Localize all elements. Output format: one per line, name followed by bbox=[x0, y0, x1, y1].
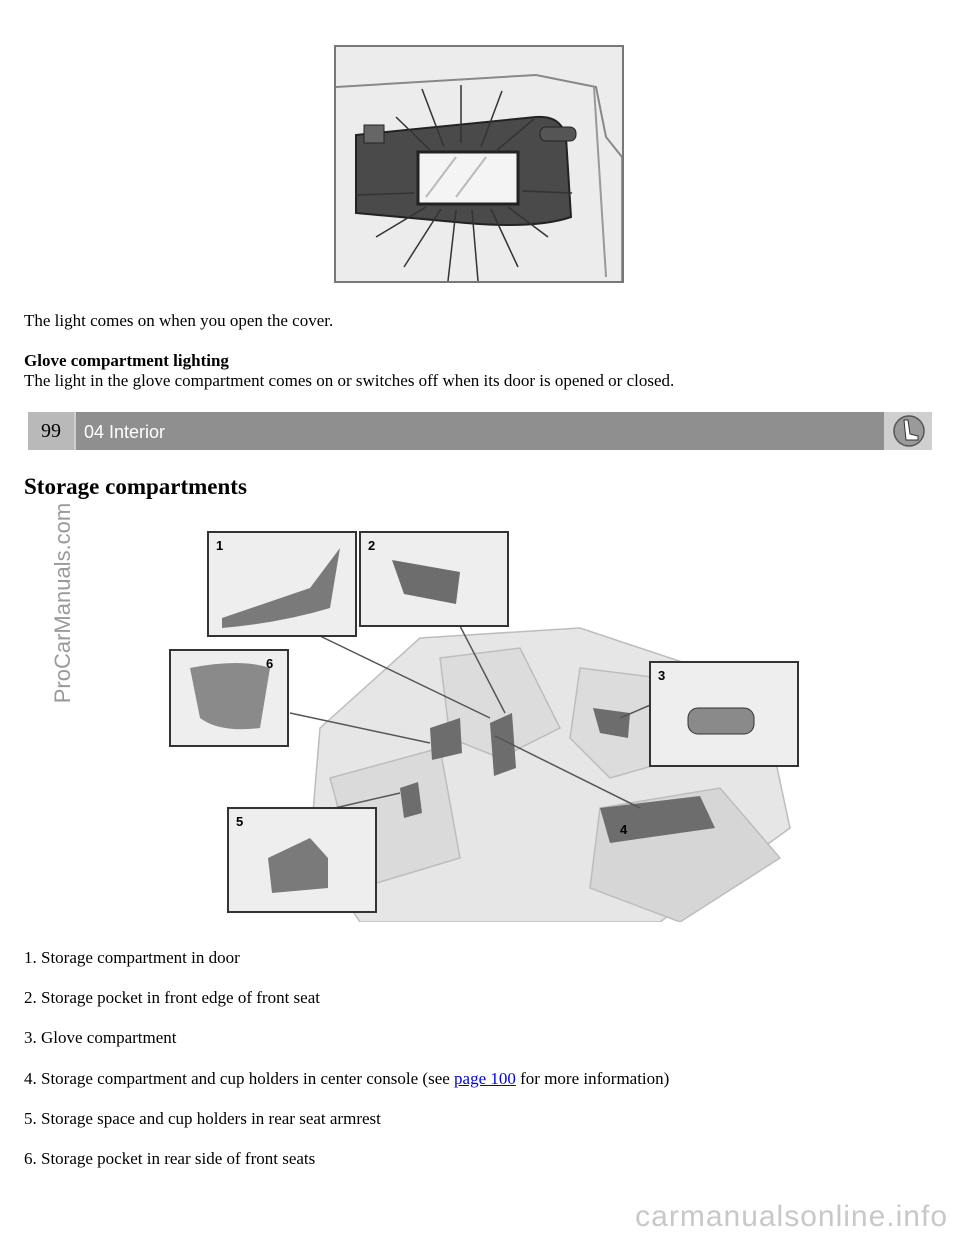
storage-figure bbox=[160, 528, 800, 922]
seat-icon bbox=[886, 412, 932, 450]
callout-6: 6 bbox=[266, 656, 274, 671]
section-title: Storage compartments bbox=[24, 474, 247, 499]
glove-lighting-heading: Glove compartment lighting bbox=[24, 351, 229, 370]
sun-visor-mirror-light-illustration bbox=[336, 47, 622, 281]
list-item: 2. Storage pocket in front edge of front seat bbox=[24, 988, 320, 1007]
list-item bbox=[24, 1069, 669, 1089]
callout-3: 3 bbox=[658, 668, 666, 683]
glove-lighting-body: The light in the glove compartment comes on or switches off when its door is opened or closed. bbox=[24, 371, 675, 390]
list-item-text: 4. Storage compartment and cup holders in center console (see bbox=[24, 1069, 455, 1088]
list-item-text: for more information) bbox=[515, 1069, 670, 1088]
callout-1: 1 bbox=[216, 538, 224, 553]
list-item: 3. Glove compartment bbox=[24, 1028, 177, 1047]
list-item: 5. Storage space and cup holders in rear seat armrest bbox=[24, 1109, 381, 1128]
sun-visor-figure bbox=[334, 45, 624, 283]
callout-4: 4 bbox=[620, 822, 628, 837]
callout-5: 5 bbox=[236, 814, 244, 829]
page-number: 99 bbox=[28, 412, 74, 450]
list-item: 6. Storage pocket in rear side of front seats bbox=[24, 1149, 316, 1168]
interior-storage-illustration bbox=[160, 528, 800, 922]
bottom-watermark: carmanualsonline.info bbox=[635, 1200, 948, 1233]
side-watermark: ProCarManuals.com bbox=[50, 502, 75, 704]
page-100-link[interactable]: page 100 bbox=[454, 1069, 516, 1088]
chapter-title: 04 Interior bbox=[76, 412, 884, 450]
visor-caption: The light comes on when you open the cover. bbox=[24, 311, 334, 330]
list-item: 1. Storage compartment in door bbox=[24, 948, 240, 967]
callout-2: 2 bbox=[368, 538, 376, 553]
